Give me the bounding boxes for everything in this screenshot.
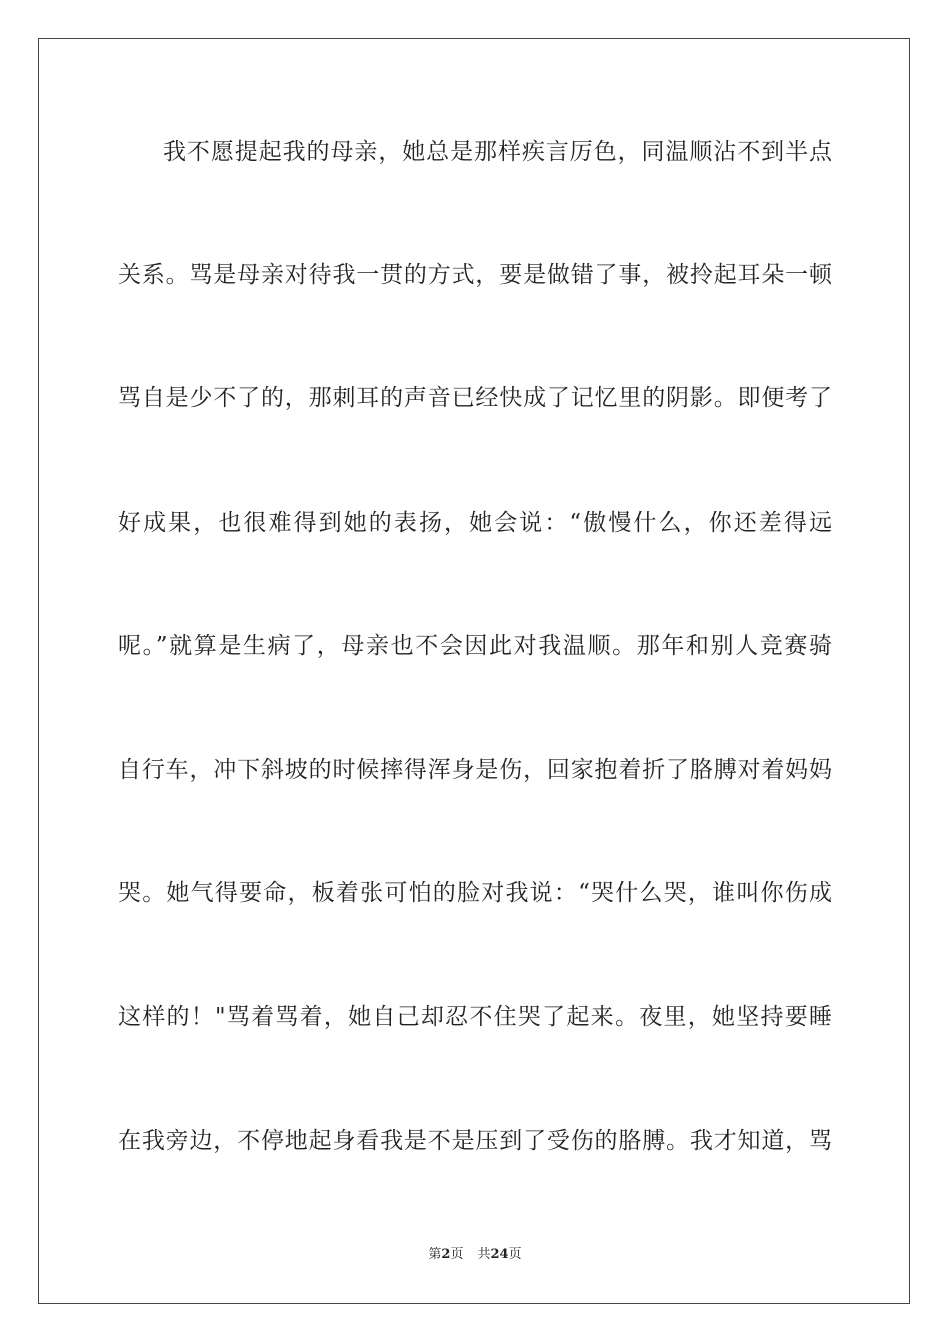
paragraph-line-4: 好成果，也很难得到她的表扬，她会说：“傲慢什么，你还差得远: [118, 510, 832, 536]
paragraph-line-5: 呢。”就算是生病了，母亲也不会因此对我温顺。那年和别人竞赛骑: [118, 633, 832, 659]
paragraph-line-9: 在我旁边，不停地起身看我是不是压到了受伤的胳膊。我才知道，骂: [118, 1128, 832, 1154]
paragraph-line-1: 我不愿提起我的母亲，她总是那样疾言厉色，同温顺沾不到半点: [163, 139, 832, 165]
paragraph-line-6: 自行车，冲下斜坡的时候摔得浑身是伤，回家抱着折了胳膊对着妈妈: [118, 757, 832, 783]
page-number: 2: [441, 1247, 451, 1262]
page-prefix: 第: [428, 1247, 442, 1262]
page-footer: [0, 1243, 950, 1262]
paragraph-line-7: 哭。她气得要命，板着张可怕的脸对我说：“哭什么哭，谁叫你伤成: [118, 880, 832, 906]
page-suffix: 页: [450, 1247, 464, 1262]
paragraph-line-8: 这样的！"骂着骂着，她自己却忍不住哭了起来。夜里，她坚持要睡: [118, 1004, 832, 1030]
page-border: [38, 38, 910, 1304]
paragraph-line-3: 骂自是少不了的，那刺耳的声音已经快成了记忆里的阴影。即便考了: [118, 385, 832, 411]
total-suffix: 页: [508, 1247, 522, 1262]
total-prefix: 共: [477, 1247, 491, 1262]
total-pages: 24: [490, 1247, 509, 1262]
paragraph-line-2: 关系。骂是母亲对待我一贯的方式，要是做错了事，被拎起耳朵一顿: [118, 262, 832, 288]
